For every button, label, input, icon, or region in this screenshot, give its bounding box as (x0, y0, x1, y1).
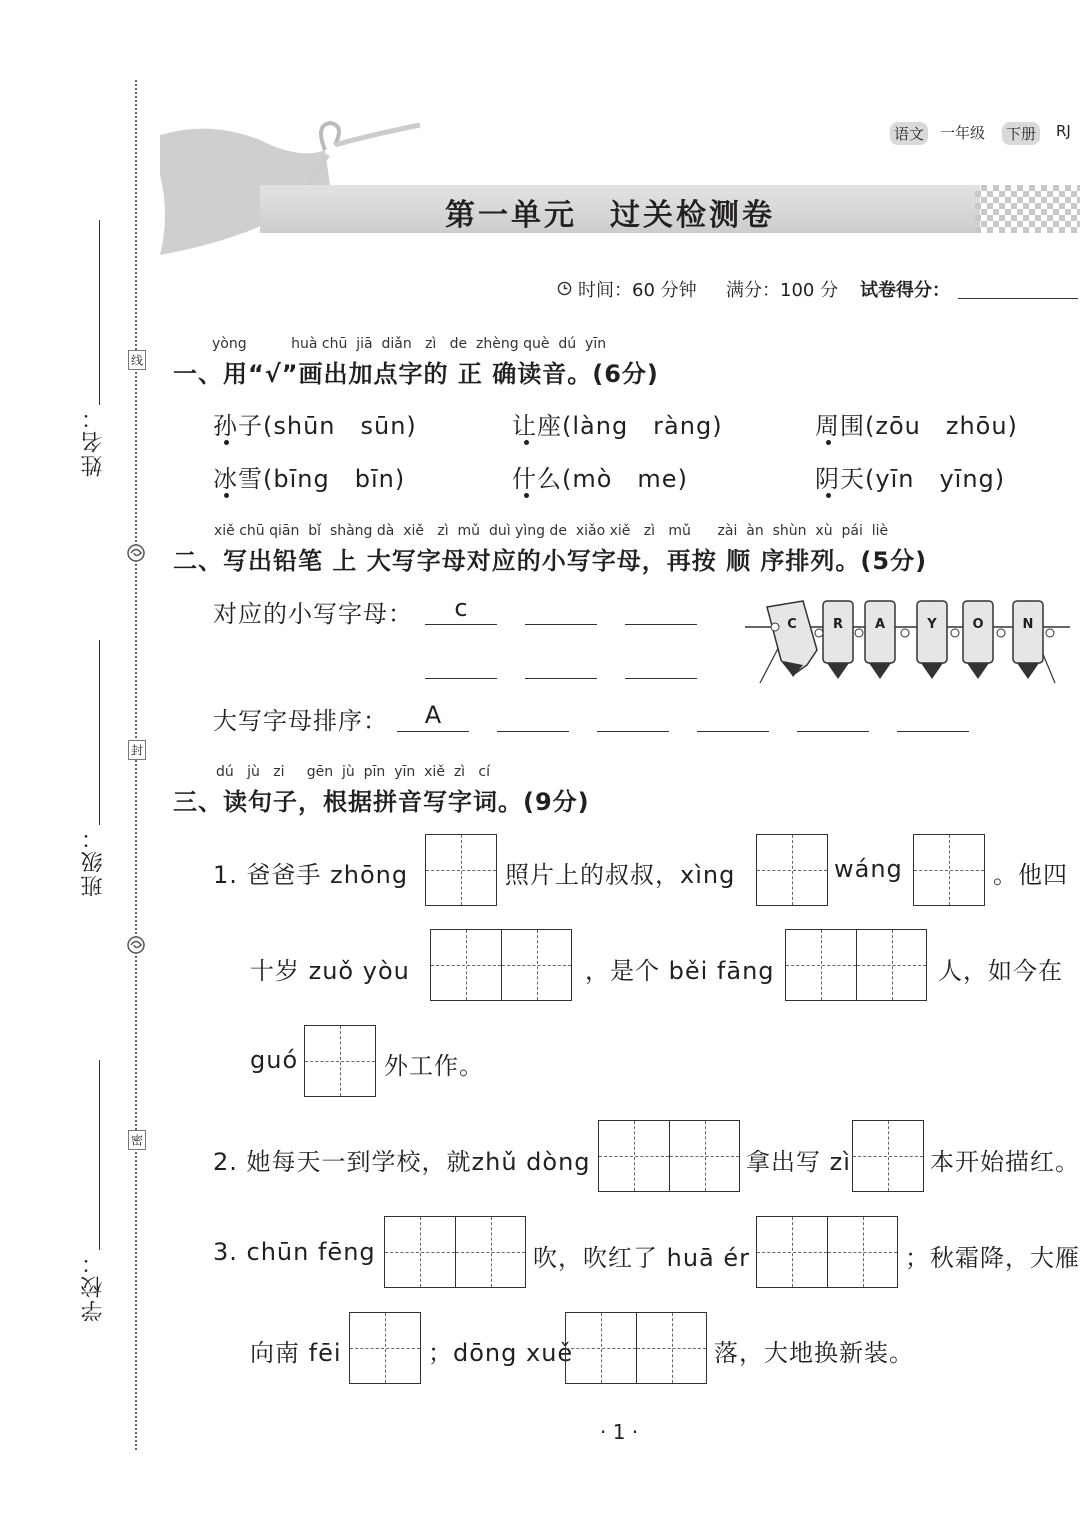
sentence-text: 3. chūn fēng (213, 1238, 376, 1266)
q1-item[interactable]: 什么(mò me) (512, 465, 688, 493)
crayon-letter: Y (927, 617, 937, 632)
sentence-text: 人，如今在 (938, 957, 1063, 985)
q1-item[interactable]: 阴天(yīn yīng) (815, 465, 1006, 493)
school-label: 学校： (81, 1250, 106, 1322)
volume-tag: 下册 (1002, 122, 1040, 145)
uppercase-label: 大写字母排序： (213, 707, 388, 735)
crayon-letter: A (874, 617, 886, 632)
score-label: 试卷得分： (860, 280, 950, 301)
full-score: 满分：100 分 (726, 280, 839, 301)
q1-item[interactable]: 冰雪(bīng bīn) (213, 465, 406, 493)
lowercase-answer[interactable] (525, 594, 597, 625)
uppercase-answer[interactable] (897, 701, 969, 732)
lowercase-answer[interactable] (425, 648, 497, 679)
answer-grid[interactable] (598, 1120, 740, 1192)
sentence-text: ；dōng xuě (428, 1339, 574, 1367)
sentence-text: 拿出写 zì (746, 1148, 851, 1176)
answer-grid[interactable] (756, 834, 828, 906)
uppercase-answer[interactable]: A (397, 701, 469, 732)
q1-pinyin: yòng huà chū jiā diǎn zì de zhèng què dú yīn (212, 336, 607, 352)
q1-item[interactable]: 让座(làng ràng) (512, 412, 723, 440)
emphasis-dot (524, 440, 529, 445)
clock-icon (557, 281, 572, 296)
score-field[interactable] (958, 298, 1078, 299)
q2-heading: 二、写出铅笔 上 大写字母对应的小写字母，再按 顺 序排列。(5分) (173, 547, 928, 575)
emphasis-dot (524, 493, 529, 498)
sentence-text: 向南 fēi (250, 1339, 342, 1367)
sentence-text: 照片上的叔叔，xìng (505, 861, 736, 889)
name-label: 姓名： (81, 405, 106, 477)
sentence-text: 1. 爸爸手 zhōng (213, 861, 409, 889)
emphasis-dot (224, 493, 229, 498)
crayons-illustration (745, 595, 1070, 690)
sentence-text: guó (250, 1046, 299, 1074)
q1-item[interactable]: 周围(zōu zhōu) (815, 412, 1018, 440)
cut-mark-feng: 封 (128, 740, 146, 760)
answer-grid[interactable] (852, 1120, 924, 1192)
page-number: · 1 · (600, 1420, 639, 1444)
emphasis-dot (826, 440, 831, 445)
sentence-text: wáng (834, 855, 903, 883)
cut-line (135, 80, 137, 1450)
answer-grid[interactable] (384, 1216, 526, 1288)
sentence-text: 吹，吹红了 huā ér (533, 1244, 751, 1272)
banner-pattern (975, 185, 1080, 233)
cut-mark-xian: 线 (128, 350, 146, 370)
emphasis-dot (826, 493, 831, 498)
lowercase-answer[interactable] (525, 648, 597, 679)
answer-grid[interactable] (785, 929, 927, 1001)
q3-heading: 三、读句子，根据拼音写字词。(9分) (173, 788, 590, 816)
crayon-letter: O (972, 617, 984, 632)
cut-mark-mi: 密 (128, 1130, 146, 1150)
answer-grid[interactable] (430, 929, 572, 1001)
uppercase-answer[interactable] (597, 701, 669, 732)
answer-grid[interactable] (349, 1312, 421, 1384)
answer-grid[interactable] (565, 1312, 707, 1384)
edition-tag: RJ (1056, 122, 1071, 140)
sentence-text: 本开始描红。 (930, 1148, 1080, 1176)
q2-pinyin: xiě chū qiān bǐ shàng dà xiě zì mǔ duì yìng de xiǎo xiě zì mǔ zài àn shùn xù pái liè (214, 523, 889, 539)
swirl-icon (126, 935, 146, 955)
lowercase-answer[interactable] (625, 594, 697, 625)
sentence-text: 外工作。 (384, 1052, 484, 1080)
answer-grid[interactable] (304, 1025, 376, 1097)
crayon-letter: R (832, 617, 844, 632)
q1-item[interactable]: 孙子(shūn sūn) (213, 412, 417, 440)
class-blank[interactable] (99, 640, 100, 825)
lowercase-answer[interactable] (625, 648, 697, 679)
emphasis-dot (224, 440, 229, 445)
sentence-text: 。他四 (993, 861, 1068, 889)
q3-pinyin: dú jù zi gēn jù pīn yīn xiě zì cí (216, 764, 491, 780)
sentence-text: 落，大地换新装。 (714, 1339, 914, 1367)
time-limit: 时间：60 分钟 (578, 280, 697, 301)
school-blank[interactable] (99, 1060, 100, 1250)
crayon-letter: N (1022, 617, 1034, 632)
sentence-text: ，是个 běi fāng (585, 957, 775, 985)
uppercase-answer[interactable] (797, 701, 869, 732)
answer-grid[interactable] (913, 834, 985, 906)
subject-tag: 语文 (890, 122, 928, 145)
uppercase-answer[interactable] (697, 701, 769, 732)
q1-heading: 一、用“√”画出加点字的 正 确读音。(6分) (173, 360, 659, 388)
answer-grid[interactable] (756, 1216, 898, 1288)
lowercase-label: 对应的小写字母： (213, 600, 413, 628)
class-label: 班级： (81, 825, 106, 897)
answer-grid[interactable] (425, 834, 497, 906)
uppercase-answer[interactable] (497, 701, 569, 732)
sentence-text: 2. 她每天一到学校，就zhǔ dòng (213, 1148, 591, 1176)
grade-tag: 一年级 (940, 124, 986, 142)
crayon-letter: C (787, 617, 797, 632)
sentence-text: 十岁 zuǒ yòu (250, 957, 410, 985)
sentence-text: ；秋霜降，大雁 (905, 1244, 1080, 1272)
lowercase-answer[interactable]: c (425, 594, 497, 625)
name-blank[interactable] (99, 220, 100, 405)
swirl-icon (126, 543, 146, 563)
page-title: 第一单元 过关检测卷 (445, 198, 775, 233)
